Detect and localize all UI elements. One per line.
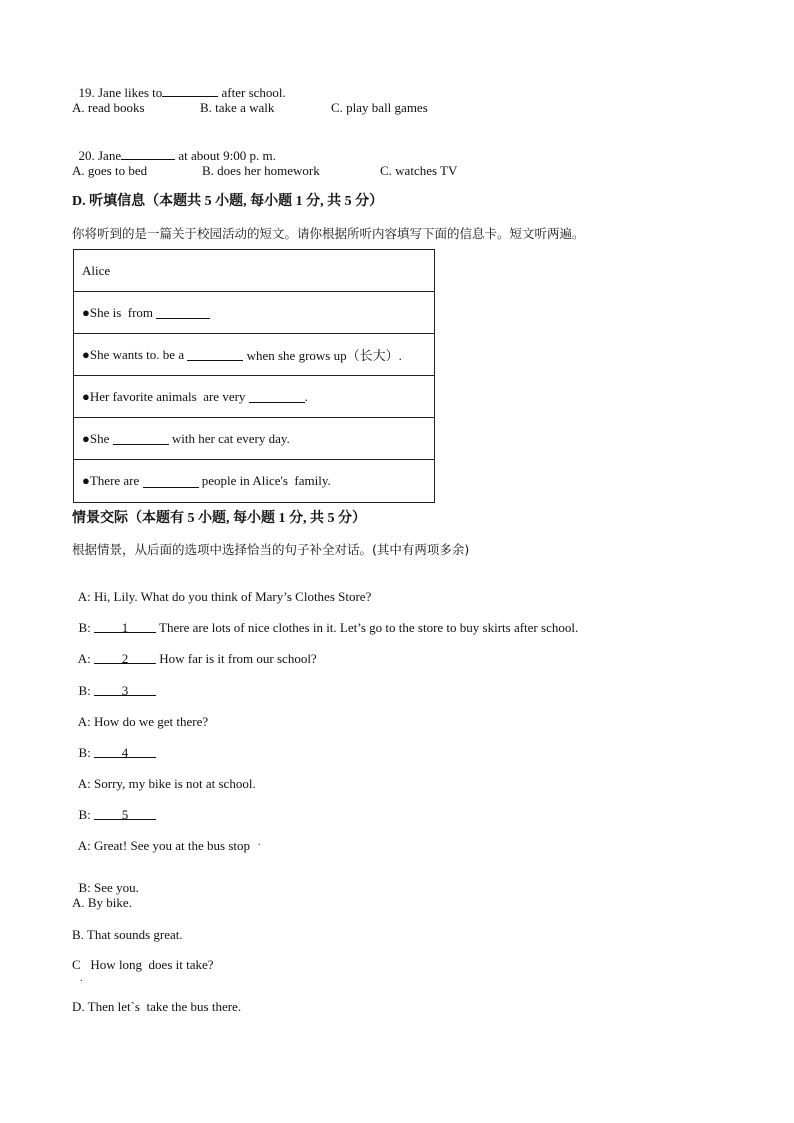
speaker-label: A: [77,838,91,853]
row-1-text: ●She is from [82,304,157,320]
row-3-blank[interactable] [249,390,305,403]
choice-c[interactable]: C How long does it take? [72,957,214,972]
q20-option-b[interactable]: B. does her homework [202,163,320,178]
choice-b[interactable]: B. That sounds great. [72,927,183,942]
dialog-line-1 [72,573,371,605]
q20-option-c[interactable]: C. watches TV [380,163,458,178]
q19-option-c[interactable]: C. play ball games [331,100,428,115]
q19-option-b[interactable]: B. take a walk [200,100,275,115]
row-2-suffix: when she grows up（长大）. [243,348,402,363]
stray-dot: . [258,837,261,848]
dialog-blank-2[interactable]: 2 [94,651,156,664]
speaker-label: A: [77,776,91,791]
q20-prefix: 20. Jane [78,148,122,163]
dialog-line-4 [72,667,156,699]
q19-option-a[interactable]: A. read books [72,100,145,115]
speaker-label: B: [78,745,91,760]
question-19 [72,68,286,101]
row-3-text: ●Her favorite animals are very [82,388,249,404]
speaker-label: A: [77,589,91,604]
q19-suffix: after school. [218,85,286,100]
q20-suffix: at about 9:00 p. m. [175,148,276,163]
dialog-text: Hi, Lily. What do you think of Mary’s Clothes Store? [90,589,372,604]
row-5-text: ●There are [82,473,143,488]
info-card-row-4 [74,418,434,460]
row-4-text: ●She [82,430,113,446]
dialog-text: See you. [90,880,139,895]
speaker-label: B: [78,880,91,895]
dialog-text: Sorry, my bike is not at school. [90,776,256,791]
info-card-row-1 [74,292,434,334]
dialog-section-instruction: 根据情景，从后面的选项中选择恰当的句子补全对话。(其中有两项多余) [72,542,470,557]
speaker-label: A: [77,651,91,666]
row-1-blank[interactable] [156,306,210,319]
dialog-blank-3[interactable]: 3 [94,683,156,696]
choice-a[interactable]: A. By bike. [72,895,132,910]
dialog-line-9 [72,822,250,854]
dialog-section-heading: 情景交际（本题有 5 小题, 每小题 1 分, 共 5 分） [72,511,366,526]
dialog-line-2 [72,604,578,636]
dialog-line-3 [72,635,317,667]
speaker-label: B: [78,683,91,698]
dialog-line-6 [72,729,156,761]
info-card-row-3 [74,376,434,418]
dialog-line-7 [72,760,256,792]
row-5-suffix: people in Alice's family. [198,473,331,488]
dialog-line-8 [72,791,156,823]
row-5-blank[interactable] [143,475,199,488]
row-4-suffix: with her cat every day. [168,430,290,446]
section-d-instruction: 你将听到的是一篇关于校园活动的短文。请你根据所听内容填写下面的信息卡。短文听两遍。 [72,226,585,241]
row-4-blank[interactable] [113,432,169,445]
dialog-blank-5[interactable]: 5 [94,807,156,820]
stray-dot: . [80,973,83,984]
dialog-blank-4[interactable]: 4 [94,745,156,758]
dialog-text: There are lots of nice clothes in it. Let’s go to the store to buy skirts after school. [156,620,579,635]
dialog-text: Great! See you at the bus stop [90,838,251,853]
dialog-line-5 [72,698,208,730]
speaker-label: B: [78,620,91,635]
row-2-text: ●She wants to. be a [82,346,188,362]
speaker-label: B: [78,807,91,822]
info-card-title-row [74,250,434,292]
row-2-blank[interactable] [187,348,243,361]
q20-blank[interactable] [121,147,175,160]
info-card-title: Alice [82,262,111,278]
info-card-row-5 [74,460,434,502]
speaker-label: A: [77,714,91,729]
info-card [73,249,435,503]
q20-option-a[interactable]: A. goes to bed [72,163,148,178]
row-3-suffix: . [304,388,308,404]
dialog-text: How do we get there? [90,714,209,729]
dialog-blank-1[interactable]: 1 [94,620,156,633]
dialog-line-10 [72,864,139,896]
question-20 [72,131,276,164]
choice-d[interactable]: D. Then let`s take the bus there. [72,999,242,1014]
q19-prefix: 19. Jane likes to [78,85,163,100]
info-card-row-2 [74,334,434,376]
dialog-text: How far is it from our school? [156,651,317,666]
q19-blank[interactable] [162,84,218,97]
section-d-heading: D. 听填信息（本题共 5 小题, 每小题 1 分, 共 5 分） [72,194,384,209]
